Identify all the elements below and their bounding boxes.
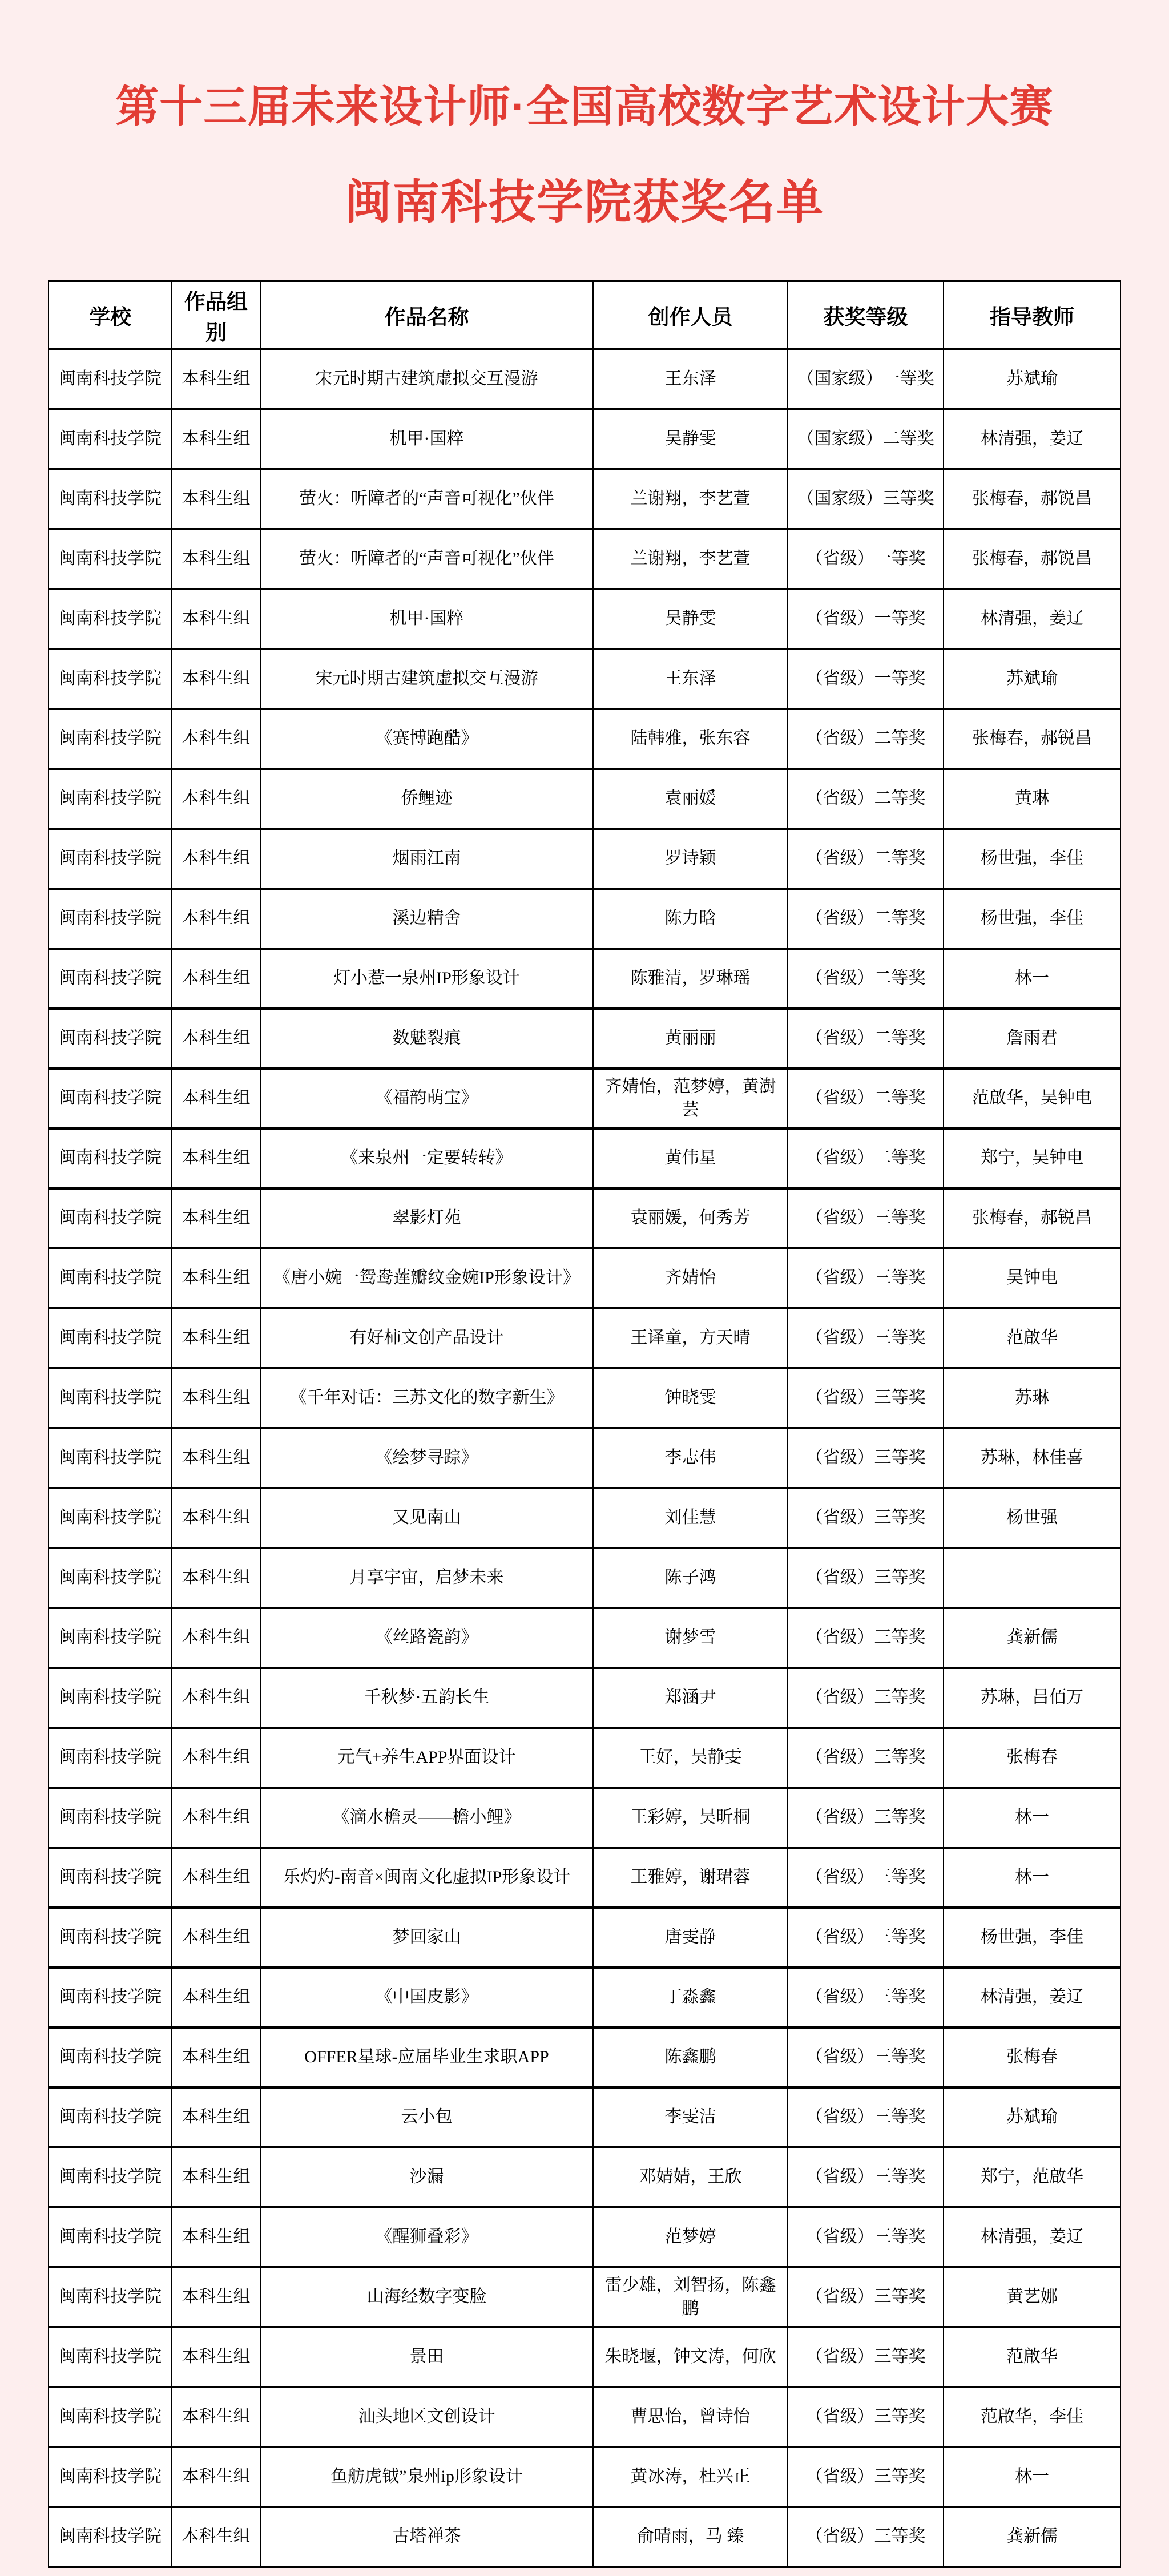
award-level-cell: （省级）三等奖	[788, 1788, 944, 1848]
group-cell: 本科生组	[172, 829, 260, 889]
group-cell: 本科生组	[172, 1428, 260, 1488]
header-cell: 获奖等级	[788, 281, 944, 349]
award-level-cell: （省级）一等奖	[788, 529, 944, 589]
award-level-cell: （省级）三等奖	[788, 1968, 944, 2027]
school-cell: 闽南科技学院	[49, 1368, 172, 1428]
group-cell: 本科生组	[172, 1668, 260, 1728]
advisors-cell: 郑宁，范啟华	[944, 2147, 1120, 2207]
creators-cell: 范梦婷	[593, 2207, 788, 2267]
advisors-cell: 黄琳	[944, 769, 1120, 829]
group-cell: 本科生组	[172, 2027, 260, 2087]
creators-cell: 王彩婷，吴昕桐	[593, 1788, 788, 1848]
table-row	[49, 1428, 1120, 1488]
creators-cell: 陆韩雅，张东容	[593, 709, 788, 769]
advisors-cell	[944, 1548, 1120, 1608]
work-title-cell: 元气+养生APP界面设计	[260, 1728, 593, 1788]
award-level-cell: （省级）三等奖	[788, 1908, 944, 1968]
school-cell: 闽南科技学院	[49, 1248, 172, 1308]
advisors-cell: 林一	[944, 2447, 1120, 2507]
creators-cell: 黄丽丽	[593, 1009, 788, 1069]
work-title-cell: 翠影灯苑	[260, 1188, 593, 1248]
page-title-line-1: 第十三届未来设计师·全国高校数字艺术设计大赛	[115, 83, 1054, 131]
table-row	[49, 2207, 1120, 2267]
award-level-cell: （省级）二等奖	[788, 769, 944, 829]
table-row	[49, 889, 1120, 949]
school-cell: 闽南科技学院	[49, 1908, 172, 1968]
advisors-cell: 杨世强	[944, 1488, 1120, 1548]
award-level-cell: （省级）三等奖	[788, 1548, 944, 1608]
school-cell: 闽南科技学院	[49, 1788, 172, 1848]
award-level-cell: （省级）二等奖	[788, 1128, 944, 1188]
school-cell: 闽南科技学院	[49, 589, 172, 649]
advisors-cell: 龚新儒	[944, 1608, 1120, 1668]
group-cell: 本科生组	[172, 529, 260, 589]
table-row	[49, 2027, 1120, 2087]
table-row	[49, 2147, 1120, 2207]
advisors-cell: 龚新儒	[944, 2507, 1120, 2567]
awards-table	[48, 280, 1121, 2568]
work-title-cell: 灯小惹一泉州IP形象设计	[260, 949, 593, 1009]
creators-cell: 唐雯静	[593, 1908, 788, 1968]
work-title-cell: 云小包	[260, 2087, 593, 2147]
award-level-cell: （省级）三等奖	[788, 2147, 944, 2207]
work-title-cell: 《千年对话：三苏文化的数字新生》	[260, 1368, 593, 1428]
creators-cell: 邓婧婧，王欣	[593, 2147, 788, 2207]
advisors-cell: 林清强，姜辽	[944, 1968, 1120, 2027]
work-title-cell: 有好柿文创产品设计	[260, 1308, 593, 1368]
table-row	[49, 1668, 1120, 1728]
advisors-cell: 苏琳	[944, 1368, 1120, 1428]
school-cell: 闽南科技学院	[49, 649, 172, 709]
advisors-cell: 张梅春	[944, 2027, 1120, 2087]
table-row	[49, 829, 1120, 889]
advisors-cell: 范啟华，李佳	[944, 2387, 1120, 2447]
advisors-cell: 郑宁，吴钟电	[944, 1128, 1120, 1188]
work-title-cell: 《唐小婉一鸳鸯莲瓣纹金婉IP形象设计》	[260, 1248, 593, 1308]
award-level-cell: （省级）二等奖	[788, 889, 944, 949]
school-cell: 闽南科技学院	[49, 1308, 172, 1368]
advisors-cell: 杨世强，李佳	[944, 889, 1120, 949]
work-title-cell: 汕头地区文创设计	[260, 2387, 593, 2447]
group-cell: 本科生组	[172, 2327, 260, 2387]
school-cell: 闽南科技学院	[49, 1548, 172, 1608]
advisors-cell: 吴钟电	[944, 1248, 1120, 1308]
table-row	[49, 1548, 1120, 1608]
table-row	[49, 469, 1120, 529]
creators-cell: 陈雅清，罗琳瑶	[593, 949, 788, 1009]
creators-cell: 兰谢翔，李艺萱	[593, 529, 788, 589]
award-level-cell: （省级）二等奖	[788, 829, 944, 889]
header-cell: 学校	[49, 281, 172, 349]
award-level-cell: （省级）二等奖	[788, 1069, 944, 1128]
creators-cell: 黄冰涛，杜兴正	[593, 2447, 788, 2507]
table-row	[49, 529, 1120, 589]
work-title-cell: 又见南山	[260, 1488, 593, 1548]
award-level-cell: （省级）二等奖	[788, 1009, 944, 1069]
group-cell: 本科生组	[172, 1848, 260, 1908]
work-title-cell: 梦回家山	[260, 1908, 593, 1968]
award-level-cell: （省级）三等奖	[788, 2087, 944, 2147]
award-level-cell: （国家级）三等奖	[788, 469, 944, 529]
work-title-cell: 《绘梦寻踪》	[260, 1428, 593, 1488]
table-row	[49, 1788, 1120, 1848]
creators-cell: 李雯洁	[593, 2087, 788, 2147]
school-cell: 闽南科技学院	[49, 2327, 172, 2387]
table-row	[49, 1488, 1120, 1548]
creators-cell: 陈鑫鹏	[593, 2027, 788, 2087]
work-title-cell: OFFER星球-应届毕业生求职APP	[260, 2027, 593, 2087]
award-level-cell: （省级）一等奖	[788, 589, 944, 649]
school-cell: 闽南科技学院	[49, 829, 172, 889]
group-cell: 本科生组	[172, 1368, 260, 1428]
work-title-cell: 鱼舫虎钺”泉州ip形象设计	[260, 2447, 593, 2507]
creators-cell: 丁淼鑫	[593, 1968, 788, 2027]
advisors-cell: 林一	[944, 1788, 1120, 1848]
table-row	[49, 1128, 1120, 1188]
creators-cell: 齐婧怡，范梦婷，黄澍芸	[593, 1069, 788, 1128]
group-cell: 本科生组	[172, 1308, 260, 1368]
header-cell: 指导教师	[944, 281, 1120, 349]
advisors-cell: 詹雨君	[944, 1009, 1120, 1069]
creators-cell: 王雅婷，谢珺蓉	[593, 1848, 788, 1908]
advisors-cell: 范啟华	[944, 1308, 1120, 1368]
advisors-cell: 张梅春	[944, 1728, 1120, 1788]
work-title-cell: 千秋梦·五韵长生	[260, 1668, 593, 1728]
table-row	[49, 349, 1120, 409]
school-cell: 闽南科技学院	[49, 949, 172, 1009]
table-row	[49, 1069, 1120, 1128]
page-title-line-2: 闽南科技学院获奖名单	[344, 176, 824, 228]
award-level-cell: （省级）三等奖	[788, 2447, 944, 2507]
creators-cell: 刘佳慧	[593, 1488, 788, 1548]
award-level-cell: （省级）二等奖	[788, 709, 944, 769]
group-cell: 本科生组	[172, 1908, 260, 1968]
table-row	[49, 1188, 1120, 1248]
creators-cell: 雷少雄，刘智扬，陈鑫鹏	[593, 2267, 788, 2327]
creators-cell: 袁丽媛，何秀芳	[593, 1188, 788, 1248]
work-title-cell: 《来泉州一定要转转》	[260, 1128, 593, 1188]
school-cell: 闽南科技学院	[49, 2027, 172, 2087]
award-level-cell: （省级）三等奖	[788, 1488, 944, 1548]
award-level-cell: （省级）三等奖	[788, 2027, 944, 2087]
group-cell: 本科生组	[172, 349, 260, 409]
award-level-cell: （省级）一等奖	[788, 649, 944, 709]
group-cell: 本科生组	[172, 709, 260, 769]
creators-cell: 齐婧怡	[593, 1248, 788, 1308]
award-level-cell: （省级）三等奖	[788, 2507, 944, 2567]
table-row	[49, 1308, 1120, 1368]
group-cell: 本科生组	[172, 949, 260, 1009]
award-level-cell: （国家级）二等奖	[788, 409, 944, 469]
table-row	[49, 1968, 1120, 2027]
work-title-cell: 萤火：听障者的“声音可视化”伙伴	[260, 529, 593, 589]
work-title-cell: 宋元时期古建筑虚拟交互漫游	[260, 349, 593, 409]
creators-cell: 钟晓雯	[593, 1368, 788, 1428]
group-cell: 本科生组	[172, 2147, 260, 2207]
table-row	[49, 2507, 1120, 2567]
header-cell: 创作人员	[593, 281, 788, 349]
work-title-cell: 景田	[260, 2327, 593, 2387]
group-cell: 本科生组	[172, 2267, 260, 2327]
group-cell: 本科生组	[172, 1968, 260, 2027]
work-title-cell: 侨鲤迹	[260, 769, 593, 829]
group-cell: 本科生组	[172, 2087, 260, 2147]
group-cell: 本科生组	[172, 469, 260, 529]
award-level-cell: （省级）三等奖	[788, 1308, 944, 1368]
school-cell: 闽南科技学院	[49, 1188, 172, 1248]
table-row	[49, 2087, 1120, 2147]
group-cell: 本科生组	[172, 1069, 260, 1128]
advisors-cell: 林一	[944, 1848, 1120, 1908]
advisors-cell: 苏斌瑜	[944, 649, 1120, 709]
group-cell: 本科生组	[172, 1009, 260, 1069]
creators-cell: 郑涵尹	[593, 1668, 788, 1728]
advisors-cell: 张梅春，郝锐昌	[944, 529, 1120, 589]
advisors-cell: 苏斌瑜	[944, 349, 1120, 409]
award-level-cell: （省级）三等奖	[788, 1188, 944, 1248]
table-row	[49, 1368, 1120, 1428]
advisors-cell: 林清强，姜辽	[944, 2207, 1120, 2267]
advisors-cell: 苏琳，林佳喜	[944, 1428, 1120, 1488]
award-level-cell: （省级）三等奖	[788, 2267, 944, 2327]
group-cell: 本科生组	[172, 1488, 260, 1548]
group-cell: 本科生组	[172, 2207, 260, 2267]
creators-cell: 王好，吴静雯	[593, 1728, 788, 1788]
table-row	[49, 2327, 1120, 2387]
school-cell: 闽南科技学院	[49, 1848, 172, 1908]
work-title-cell: 数魅裂痕	[260, 1009, 593, 1069]
work-title-cell: 萤火：听障者的“声音可视化”伙伴	[260, 469, 593, 529]
group-cell: 本科生组	[172, 769, 260, 829]
school-cell: 闽南科技学院	[49, 1069, 172, 1128]
school-cell: 闽南科技学院	[49, 1608, 172, 1668]
school-cell: 闽南科技学院	[49, 769, 172, 829]
work-title-cell: 乐灼灼-南音×闽南文化虚拟IP形象设计	[260, 1848, 593, 1908]
advisors-cell: 张梅春，郝锐昌	[944, 469, 1120, 529]
advisors-cell: 杨世强，李佳	[944, 1908, 1120, 1968]
school-cell: 闽南科技学院	[49, 1128, 172, 1188]
group-cell: 本科生组	[172, 1788, 260, 1848]
creators-cell: 曹思怡，曾诗怡	[593, 2387, 788, 2447]
work-title-cell: 《福韵萌宝》	[260, 1069, 593, 1128]
creators-cell: 吴静雯	[593, 409, 788, 469]
award-level-cell: （省级）三等奖	[788, 1608, 944, 1668]
group-cell: 本科生组	[172, 1728, 260, 1788]
award-level-cell: （省级）三等奖	[788, 2387, 944, 2447]
creators-cell: 李志伟	[593, 1428, 788, 1488]
school-cell: 闽南科技学院	[49, 1009, 172, 1069]
awards-table-body	[49, 349, 1120, 2567]
award-level-cell: （省级）二等奖	[788, 949, 944, 1009]
advisors-cell: 苏斌瑜	[944, 2087, 1120, 2147]
group-cell: 本科生组	[172, 2387, 260, 2447]
group-cell: 本科生组	[172, 2507, 260, 2567]
creators-cell: 王译童，方天晴	[593, 1308, 788, 1368]
advisors-cell: 杨世强，李佳	[944, 829, 1120, 889]
advisors-cell: 林一	[944, 949, 1120, 1009]
creators-cell: 陈子鸿	[593, 1548, 788, 1608]
work-title-cell: 《滴水檐灵——檐小鲤》	[260, 1788, 593, 1848]
advisors-cell: 黄艺娜	[944, 2267, 1120, 2327]
school-cell: 闽南科技学院	[49, 889, 172, 949]
table-row	[49, 2447, 1120, 2507]
advisors-cell: 林清强，姜辽	[944, 589, 1120, 649]
table-row	[49, 2267, 1120, 2327]
award-level-cell: （省级）三等奖	[788, 2207, 944, 2267]
table-row	[49, 1608, 1120, 1668]
table-row	[49, 409, 1120, 469]
school-cell: 闽南科技学院	[49, 2207, 172, 2267]
table-row	[49, 1248, 1120, 1308]
creators-cell: 罗诗颖	[593, 829, 788, 889]
school-cell: 闽南科技学院	[49, 469, 172, 529]
table-row	[49, 589, 1120, 649]
group-cell: 本科生组	[172, 1248, 260, 1308]
school-cell: 闽南科技学院	[49, 2387, 172, 2447]
group-cell: 本科生组	[172, 589, 260, 649]
table-row	[49, 709, 1120, 769]
group-cell: 本科生组	[172, 409, 260, 469]
header-cell: 作品组别	[172, 281, 260, 349]
creators-cell: 兰谢翔，李艺萱	[593, 469, 788, 529]
work-title-cell: 《丝路瓷韵》	[260, 1608, 593, 1668]
advisors-cell: 张梅春，郝锐昌	[944, 709, 1120, 769]
work-title-cell: 机甲·国粹	[260, 589, 593, 649]
creators-cell: 黄伟星	[593, 1128, 788, 1188]
group-cell: 本科生组	[172, 1188, 260, 1248]
school-cell: 闽南科技学院	[49, 529, 172, 589]
award-level-cell: （省级）三等奖	[788, 1248, 944, 1308]
school-cell: 闽南科技学院	[49, 1668, 172, 1728]
header-row	[49, 281, 1120, 349]
group-cell: 本科生组	[172, 649, 260, 709]
school-cell: 闽南科技学院	[49, 1728, 172, 1788]
table-row	[49, 1728, 1120, 1788]
school-cell: 闽南科技学院	[49, 2507, 172, 2567]
school-cell: 闽南科技学院	[49, 349, 172, 409]
table-row	[49, 2387, 1120, 2447]
school-cell: 闽南科技学院	[49, 709, 172, 769]
award-level-cell: （国家级）一等奖	[788, 349, 944, 409]
work-title-cell: 古塔禅茶	[260, 2507, 593, 2567]
group-cell: 本科生组	[172, 2447, 260, 2507]
award-level-cell: （省级）三等奖	[788, 1848, 944, 1908]
school-cell: 闽南科技学院	[49, 409, 172, 469]
work-title-cell: 烟雨江南	[260, 829, 593, 889]
award-level-cell: （省级）三等奖	[788, 2327, 944, 2387]
advisors-cell: 范啟华	[944, 2327, 1120, 2387]
school-cell: 闽南科技学院	[49, 2087, 172, 2147]
award-level-cell: （省级）三等奖	[788, 1428, 944, 1488]
work-title-cell: 沙漏	[260, 2147, 593, 2207]
award-level-cell: （省级）三等奖	[788, 1368, 944, 1428]
work-title-cell: 宋元时期古建筑虚拟交互漫游	[260, 649, 593, 709]
work-title-cell: 《赛博跑酷》	[260, 709, 593, 769]
advisors-cell: 范啟华，吴钟电	[944, 1069, 1120, 1128]
award-level-cell: （省级）三等奖	[788, 1668, 944, 1728]
advisors-cell: 林清强，姜辽	[944, 409, 1120, 469]
work-title-cell: 山海经数字变脸	[260, 2267, 593, 2327]
school-cell: 闽南科技学院	[49, 2447, 172, 2507]
creators-cell: 袁丽媛	[593, 769, 788, 829]
award-level-cell: （省级）三等奖	[788, 1728, 944, 1788]
creators-cell: 陈力晗	[593, 889, 788, 949]
group-cell: 本科生组	[172, 1608, 260, 1668]
creators-cell: 王东泽	[593, 349, 788, 409]
work-title-cell: 机甲·国粹	[260, 409, 593, 469]
advisors-cell: 张梅春，郝锐昌	[944, 1188, 1120, 1248]
work-title-cell: 《中国皮影》	[260, 1968, 593, 2027]
creators-cell: 朱晓堰，钟文涛，何欣	[593, 2327, 788, 2387]
table-row	[49, 649, 1120, 709]
creators-cell: 谢梦雪	[593, 1608, 788, 1668]
work-title-cell: 溪边精舍	[260, 889, 593, 949]
school-cell: 闽南科技学院	[49, 1968, 172, 2027]
table-row	[49, 1848, 1120, 1908]
school-cell: 闽南科技学院	[49, 1488, 172, 1548]
advisors-cell: 苏琳，吕佰万	[944, 1668, 1120, 1728]
work-title-cell: 月享宇宙，启梦未来	[260, 1548, 593, 1608]
school-cell: 闽南科技学院	[49, 2147, 172, 2207]
group-cell: 本科生组	[172, 889, 260, 949]
header-cell: 作品名称	[260, 281, 593, 349]
table-row	[49, 949, 1120, 1009]
group-cell: 本科生组	[172, 1128, 260, 1188]
work-title-cell: 《醒狮叠彩》	[260, 2207, 593, 2267]
creators-cell: 俞晴雨，马 臻	[593, 2507, 788, 2567]
creators-cell: 吴静雯	[593, 589, 788, 649]
table-row	[49, 769, 1120, 829]
group-cell: 本科生组	[172, 1548, 260, 1608]
school-cell: 闽南科技学院	[49, 1428, 172, 1488]
table-row	[49, 1009, 1120, 1069]
school-cell: 闽南科技学院	[49, 2267, 172, 2327]
creators-cell: 王东泽	[593, 649, 788, 709]
table-row	[49, 1908, 1120, 1968]
